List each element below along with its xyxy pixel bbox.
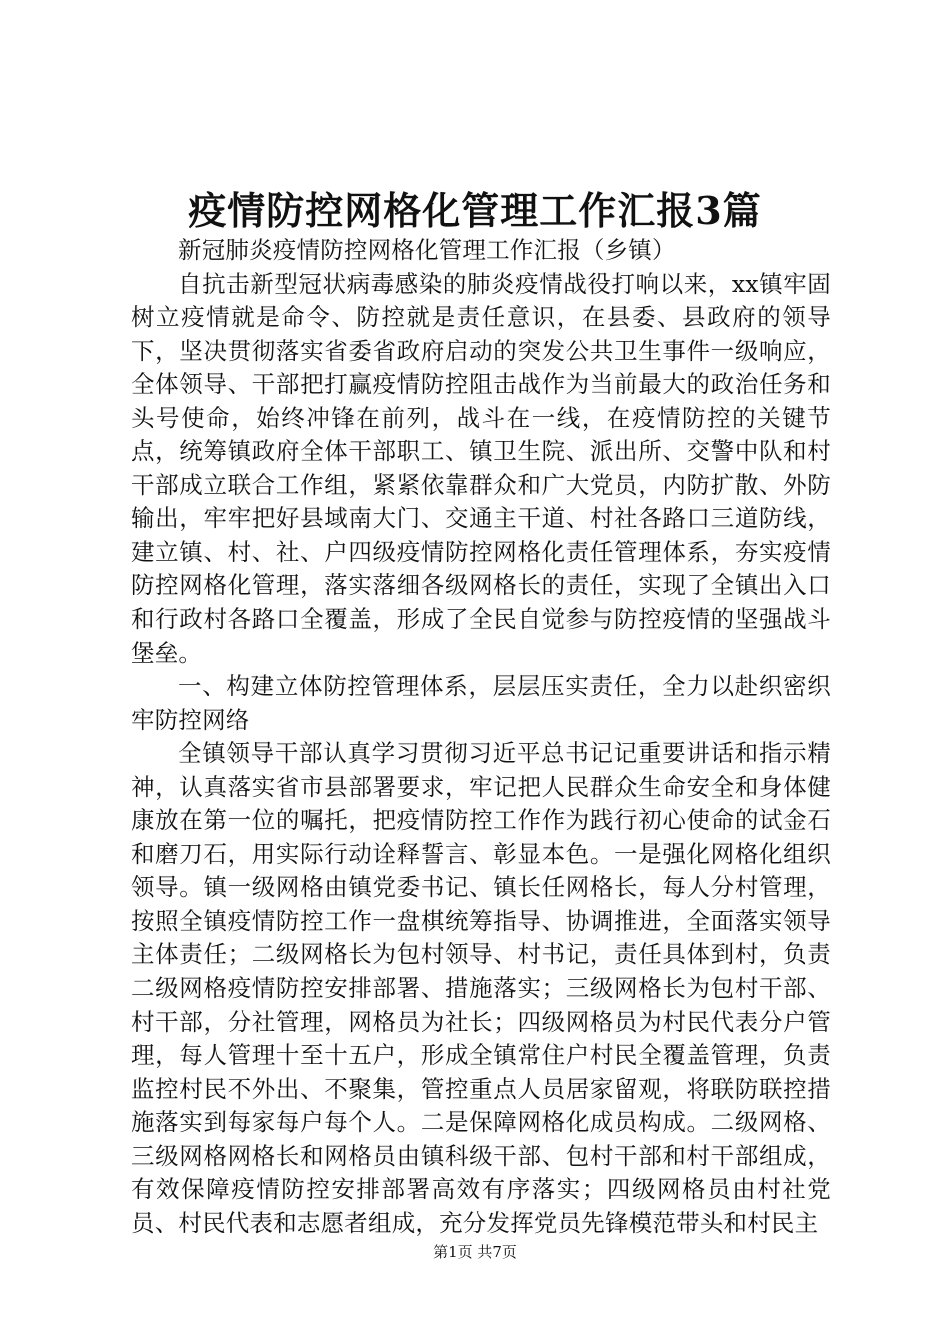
section-heading: 一、构建立体防控管理体系，层层压实责任，全力以赴织密织牢防控网络 [131, 672, 831, 734]
page-number-footer: 第1页 共7页 [433, 1243, 517, 1261]
document-subtitle: 新冠肺炎疫情防控网格化管理工作汇报（乡镇） [178, 236, 676, 264]
document-title: 疫情防控网格化管理工作汇报3篇 [188, 188, 762, 233]
document-body [131, 234, 831, 1240]
paragraph-body: 全镇领导干部认真学习贯彻习近平总书记记重要讲话和指示精神，认真落实省市县部署要求，牢记把人民群众生命安全和身体健康放在第一位的嘱托，把疫情防控工作作为践行初心使命的试金石和磨刀石，用实际行动诠释誓言、彰显本色。一是强化网格化组织领导。镇一级网格由镇党委书记、镇长任网格长，每人分村管理，按照全镇疫情防控工作一盘棋统筹指导、协调推进，全面落实领导主体责任；二级网格长为包村领导、村书记，责任具体到村，负责二级网格疫情防控安排部署、措施落实；三级网格长为包村干部、村干部，分社管理，网格员为社长；四级网格员为村民代表分户管理，每人管理十至十五户，形成全镇常住户村民全覆盖管理，负责监控村民不外出、不聚集，管控重点人员居家留观，将联防联控措施落实到每家每户每个人。二是保障网格化成员构成。二级网格、三级网格网格长和网格员由镇科级干部、包村干部和村干部组成，有效保障疫情防控安排部署高效有序落实；四级网格员由村社党员、村民代表和志愿者组成，充分发挥党员先锋模范带头和村民主 [131, 739, 831, 1237]
paragraph-intro: 自抗击新型冠状病毒感染的肺炎疫情战役打响以来，xx镇牢固树立疫情就是命令、防控就是责任意识，在县委、县政府的领导下，坚决贯彻落实省委省政府启动的突发公共卫生事件一级响应，全体领导、干部把打赢疫情防控阻击战作为当前最大的政治任务和头号使命，始终冲锋在前列，战斗在一线，在疫情防控的关键节点，统筹镇政府全体干部职工、镇卫生院、派出所、交警中队和村干部成立联合工作组，紧紧依靠群众和广大党员，内防扩散、外防输出，牢牢把好县域南大门、交通主干道、村社各路口三道防线，建立镇、村、社、户四级疫情防控网格化责任管理体系，夯实疫情防控网格化管理，落实落细各级网格长的责任，实现了全镇出入口和行政村各路口全覆盖，形成了全民自觉参与防控疫情的坚强战斗堡垒。 [131, 269, 831, 667]
